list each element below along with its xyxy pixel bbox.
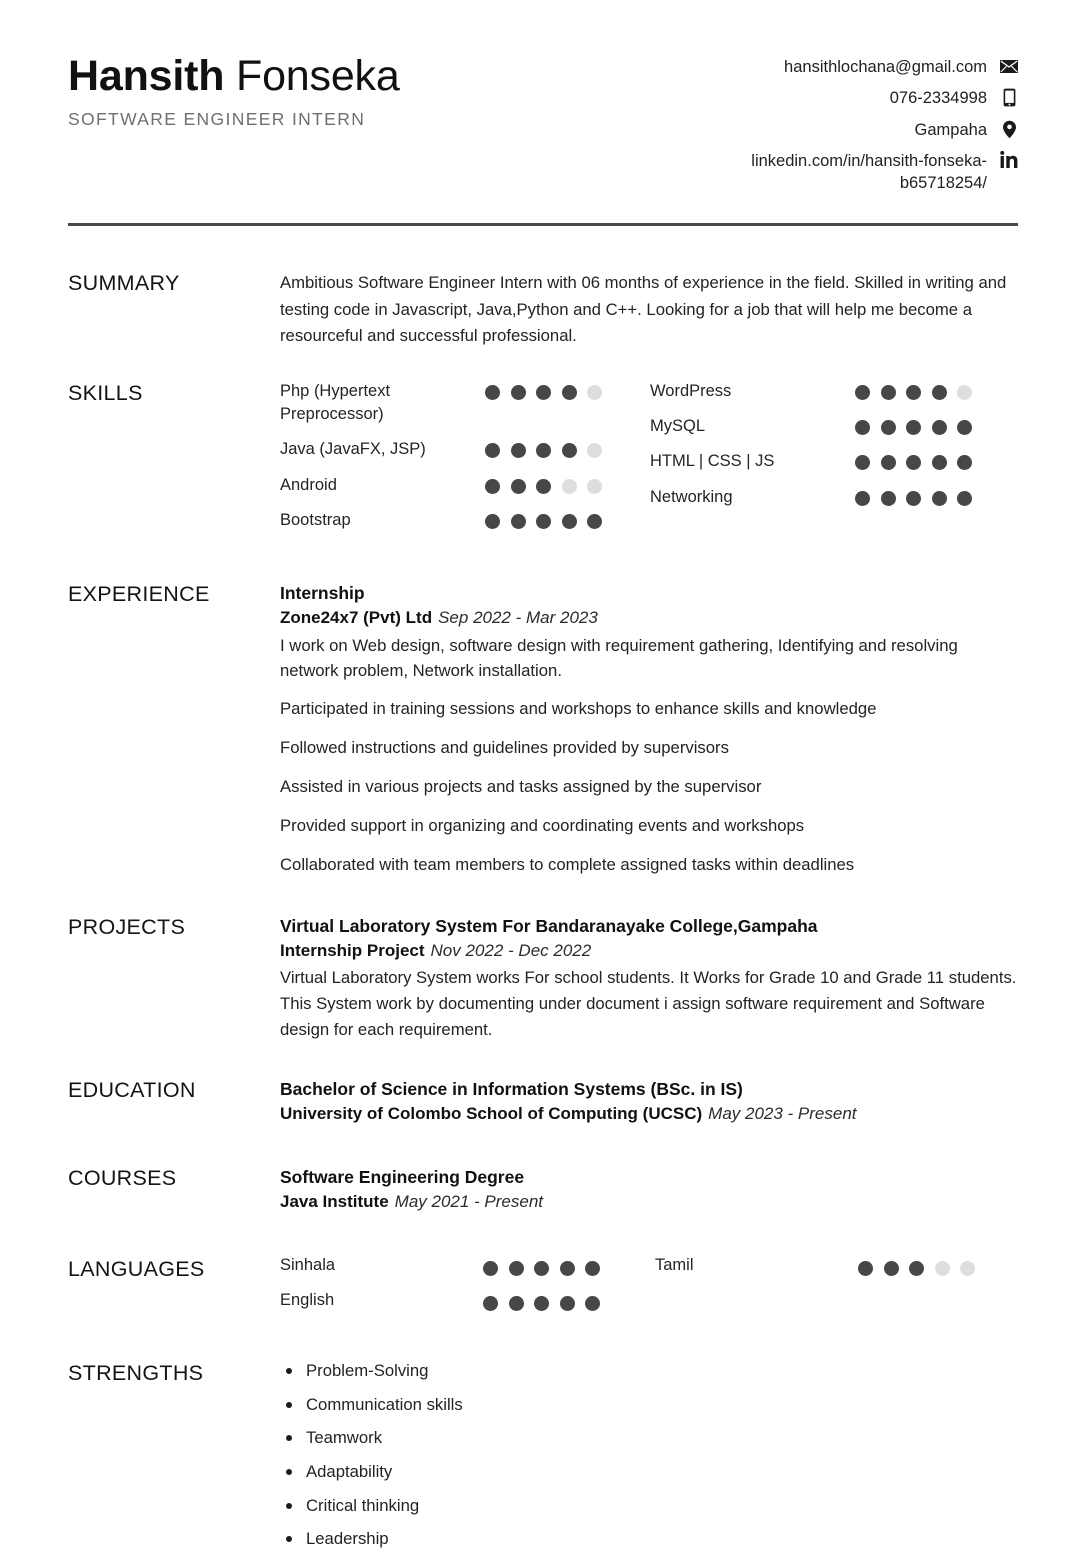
section-projects [0, 914, 1086, 1044]
rating-dot [881, 420, 896, 435]
strength-item: Adaptability [280, 1461, 1018, 1483]
section-courses [0, 1165, 1086, 1214]
rating-dot [511, 514, 526, 529]
rating-dot [957, 385, 972, 400]
rating-dot [932, 455, 947, 470]
rating-dots [483, 1256, 600, 1276]
experience-item: Followed instructions and guidelines provided by supervisors [280, 738, 729, 758]
rating-dot [906, 420, 921, 435]
rating-dot [560, 1296, 575, 1311]
rating-dots [485, 509, 602, 529]
rating-dot [909, 1261, 924, 1276]
rating-dot [855, 420, 870, 435]
contact-block [673, 46, 1018, 203]
rating-dot [960, 1261, 975, 1276]
rating-dots [855, 380, 972, 400]
rating-dot [932, 385, 947, 400]
rating-dot [560, 1261, 575, 1276]
section-education [0, 1077, 1086, 1126]
education-dates: May 2023 - Present [708, 1104, 857, 1124]
rating-dot [587, 514, 602, 529]
experience-item: Collaborated with team members to complete assigned tasks within deadlines [280, 855, 855, 875]
project-org: Internship Project [280, 940, 425, 960]
rating-dot [485, 479, 500, 494]
rating-dot [485, 443, 500, 458]
rating-dot [585, 1261, 600, 1276]
rating-dot [483, 1296, 498, 1311]
strengths-list [280, 1360, 1018, 1550]
rating-dot [562, 385, 577, 400]
education-org: University of Colombo School of Computing (UCSC) [280, 1104, 703, 1124]
rating-dot [855, 385, 870, 400]
rating-dot [534, 1261, 549, 1276]
experience-title: Internship [280, 582, 365, 603]
rating-dot [536, 479, 551, 494]
rating-dot [585, 1296, 600, 1311]
skill-name: Php (Hypertext Preprocessor) [280, 381, 391, 423]
course-org: Java Institute [280, 1192, 389, 1212]
language-name: Sinhala [280, 1256, 336, 1275]
rating-dot [881, 455, 896, 470]
strength-item: Critical thinking [280, 1495, 1018, 1517]
experience-item-list [280, 696, 1018, 877]
language-row [280, 1256, 600, 1276]
strength-item: Teamwork [280, 1427, 1018, 1449]
experience-item: Assisted in various projects and tasks assigned by the supervisor [280, 777, 762, 797]
contact-row-linkedin [673, 150, 1018, 195]
rating-dot [957, 455, 972, 470]
experience-org: Zone24x7 (Pvt) Ltd [280, 607, 433, 627]
rating-dot [906, 385, 921, 400]
summary-body [280, 270, 1018, 349]
section-label-education: EDUCATION [68, 1078, 196, 1103]
skill-name: HTML | CSS | JS [650, 452, 775, 471]
language-row [655, 1256, 975, 1276]
page-title [68, 52, 400, 100]
rating-dot [562, 443, 577, 458]
language-row [280, 1291, 600, 1311]
languages-column-left [280, 1256, 600, 1326]
rating-dot [957, 420, 972, 435]
location-text: Gampaha [914, 120, 987, 139]
section-strengths [0, 1360, 1086, 1562]
skill-row [280, 438, 602, 461]
strengths-body [280, 1360, 1018, 1562]
rating-dot [511, 385, 526, 400]
skill-name: Java (JavaFX, JSP) [280, 440, 426, 459]
rating-dot [932, 491, 947, 506]
section-languages [0, 1256, 1086, 1326]
language-name: English [280, 1291, 335, 1310]
skill-row [650, 450, 972, 473]
project-description: Virtual Laboratory System works For school students. It Works for Grade 10 and Grade 11 students. This System work by documenting under document i assign software requirement and Software design for each requirement. [280, 968, 1017, 1040]
rating-dots [858, 1256, 975, 1276]
email-text[interactable]: hansithlochana@gmail.com [784, 58, 987, 76]
section-label-strengths: STRENGTHS [68, 1360, 204, 1385]
education-body [280, 1077, 1018, 1126]
skills-body [280, 380, 1018, 545]
rating-dot [485, 385, 500, 400]
strength-item: Leadership [280, 1528, 1018, 1550]
rating-dot [509, 1261, 524, 1276]
rating-dot [858, 1261, 873, 1276]
experience-dates: Sep 2022 - Mar 2023 [438, 607, 598, 627]
rating-dot [587, 443, 602, 458]
experience-item: Participated in training sessions and workshops to enhance skills and knowledge [280, 699, 877, 719]
skill-row [650, 380, 972, 403]
skill-name: WordPress [650, 381, 732, 400]
strength-item: Problem-Solving [280, 1360, 1018, 1382]
skill-name: Android [280, 475, 337, 494]
section-skills [0, 380, 1086, 545]
rating-dot [884, 1261, 899, 1276]
name-block [68, 46, 400, 130]
course-dates: May 2021 - Present [394, 1192, 544, 1212]
experience-subline [280, 606, 1018, 630]
rating-dot [932, 420, 947, 435]
skill-row [280, 509, 602, 532]
projects-body [280, 914, 1018, 1044]
rating-dot [536, 443, 551, 458]
rating-dot [906, 455, 921, 470]
section-label-courses: COURSES [68, 1166, 177, 1191]
linkedin-text[interactable]: linkedin.com/in/hansith-fonseka-b65718254/ [751, 151, 987, 193]
rating-dot [855, 491, 870, 506]
envelope-icon [1000, 57, 1018, 76]
rating-dots [855, 415, 972, 435]
rating-dot [485, 514, 500, 529]
courses-body [280, 1165, 1018, 1214]
resume-header [0, 0, 1086, 203]
section-summary [0, 270, 1086, 349]
rating-dot [511, 443, 526, 458]
project-dates: Nov 2022 - Dec 2022 [430, 940, 592, 960]
rating-dots [855, 486, 972, 506]
skill-name: MySQL [650, 416, 706, 435]
strength-item: Communication skills [280, 1394, 1018, 1416]
contact-row-phone [673, 87, 1018, 109]
contact-row-location [673, 119, 1018, 141]
phone-icon [1000, 88, 1018, 107]
skill-row [280, 380, 602, 427]
linkedin-icon [1000, 151, 1018, 170]
project-title: Virtual Laboratory System For Bandaranayake College,Gampaha [280, 915, 818, 936]
rating-dot [509, 1296, 524, 1311]
course-subline [280, 1190, 1018, 1214]
location-pin-icon [1000, 120, 1018, 139]
rating-dot [906, 491, 921, 506]
first-name: Hansith [68, 52, 225, 100]
section-experience [0, 581, 1086, 878]
languages-column-right [655, 1256, 975, 1326]
experience-item: Provided support in organizing and coordinating events and workshops [280, 816, 805, 836]
project-subline [280, 939, 1018, 963]
skill-row [650, 415, 972, 438]
rating-dots [485, 438, 602, 458]
rating-dot [511, 479, 526, 494]
section-label-summary: SUMMARY [68, 271, 180, 296]
section-label-skills: SKILLS [68, 380, 143, 405]
course-title: Software Engineering Degree [280, 1167, 525, 1188]
rating-dot [483, 1261, 498, 1276]
phone-text[interactable]: 076-2334998 [889, 89, 987, 108]
summary-text: Ambitious Software Engineer Intern with 06 months of experience in the field. Skilled in writing and testing code in Javascript, Java,Python and C++. Looking for a job that will help me become a resourceful and successful professional. [280, 273, 1007, 346]
rating-dot [935, 1261, 950, 1276]
rating-dots [485, 474, 602, 494]
last-name: Fonseka [236, 52, 400, 100]
rating-dot [534, 1296, 549, 1311]
section-label-experience: EXPERIENCE [68, 581, 210, 606]
rating-dot [855, 455, 870, 470]
rating-dot [562, 514, 577, 529]
education-subline [280, 1102, 1018, 1126]
contact-row-email [673, 56, 1018, 78]
rating-dots [483, 1291, 600, 1311]
education-title: Bachelor of Science in Information Systems (BSc. in IS) [280, 1079, 743, 1100]
skill-row [650, 486, 972, 509]
rating-dot [881, 385, 896, 400]
section-label-languages: LANGUAGES [68, 1256, 205, 1281]
rating-dots [855, 450, 972, 470]
skill-name: Networking [650, 487, 733, 506]
skills-column-left [280, 380, 602, 545]
rating-dot [536, 514, 551, 529]
languages-body [280, 1256, 1018, 1326]
rating-dots [485, 380, 602, 400]
skills-column-right [650, 380, 972, 545]
rating-dot [881, 491, 896, 506]
rating-dot [562, 479, 577, 494]
skill-row [280, 474, 602, 497]
job-title: SOFTWARE ENGINEER INTERN [68, 109, 366, 130]
header-divider [68, 223, 1018, 226]
experience-description: I work on Web design, software design with requirement gathering, Identifying and resolving network problem, Network installation. [280, 635, 958, 681]
experience-body [280, 581, 1018, 878]
rating-dot [587, 479, 602, 494]
rating-dot [957, 491, 972, 506]
section-label-projects: PROJECTS [68, 914, 186, 939]
language-name: Tamil [655, 1256, 694, 1275]
rating-dot [536, 385, 551, 400]
skill-name: Bootstrap [280, 511, 351, 530]
rating-dot [587, 385, 602, 400]
